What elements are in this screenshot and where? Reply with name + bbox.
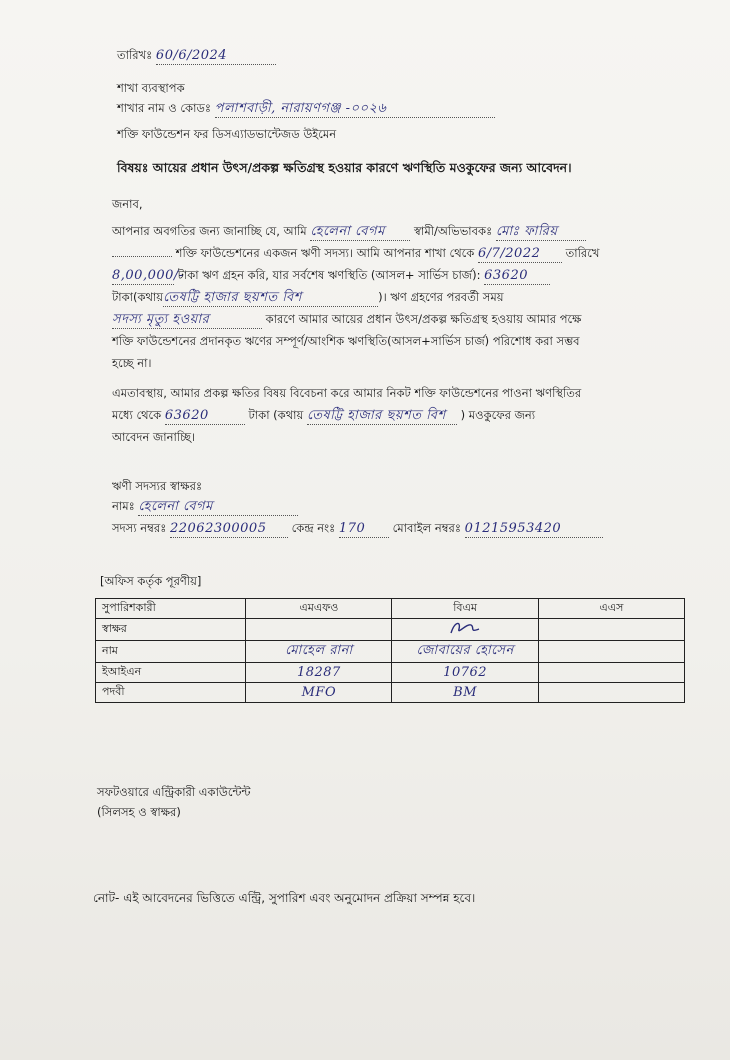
applicant-name: হেলেনা বেগম — [310, 224, 410, 241]
mfo-name: মোহেল রানা — [246, 641, 392, 663]
text: মধ্যে থেকে — [112, 408, 162, 422]
table-row-designation — [96, 683, 685, 703]
member-name-label: নামঃ — [112, 499, 135, 513]
subject: বিষয়ঃ আয়ের প্রধান উৎস/প্রকল্প ক্ষতিগ্রস্থ হওয়ার কারণে ঋণস্থিতি মওকুফের জন্য আবেদন। — [117, 160, 572, 175]
balance-in-words: তেষট্টি হাজার ছয়শত বিশ — [163, 290, 378, 307]
text: টাকা(কথায় — [112, 290, 164, 304]
center-label: কেন্দ্র নংঃ — [291, 521, 336, 535]
as-signature — [538, 619, 684, 641]
as-ein — [538, 663, 684, 683]
member-name: হেলেনা বেগম — [138, 499, 298, 516]
bm-designation: BM — [392, 683, 538, 703]
accountant-subtitle: (সিলসহ ও স্বাক্ষর) — [97, 805, 181, 819]
body-line-4 — [112, 289, 504, 307]
waive-amount: 63620 — [165, 408, 245, 425]
text: টাকা ঋণ গ্রহন করি, যার সর্বশেষ ঋণস্থিতি (আসল+ সার্ভিস চার্জ): — [177, 268, 481, 282]
date-label: তারিখঃ — [117, 48, 153, 62]
text: কারণে আমার আয়ের প্রধান উৎস/প্রকল্প ক্ষতিগ্রস্থ হওয়ায় আমার পক্ষে — [265, 312, 582, 326]
row-label: পদবী — [96, 683, 246, 703]
bm-name: জোবায়ের হোসেন — [392, 641, 538, 663]
table-header-row — [96, 599, 685, 619]
member-id: 22062300005 — [170, 521, 288, 538]
body-line-9 — [112, 407, 535, 425]
row-label: স্বাক্ষর — [96, 619, 246, 641]
office-section-title: [অফিস কর্তৃক পূরণীয়] — [100, 574, 202, 588]
waive-in-words: তেষট্টি হাজার ছয়শত বিশ — [307, 408, 457, 425]
body-line-5 — [112, 311, 581, 329]
text: আপনার অবগতির জন্য জানাচ্ছি যে, আমি — [112, 224, 307, 238]
bm-signature — [392, 619, 538, 641]
header-mfo: এমএফও — [246, 599, 392, 619]
header-recommender: সুপারিশকারী — [96, 599, 246, 619]
salutation: জনাব, — [112, 197, 143, 211]
blank — [112, 256, 172, 257]
member-id-label: সদস্য নম্বরঃ — [112, 521, 167, 535]
branch-label: শাখার নাম ও কোডঃ — [117, 101, 212, 115]
branch-line — [117, 100, 495, 118]
center-number: 170 — [339, 521, 389, 538]
body-line-1 — [112, 223, 586, 241]
body-line-7: হচ্ছে না। — [112, 356, 152, 370]
text: )। ঋণ গ্রহণের পরবর্তী সময় — [378, 290, 504, 304]
header-as: এএস — [538, 599, 684, 619]
as-name — [538, 641, 684, 663]
text: টাকা (কথায় — [248, 408, 304, 422]
table-row-ein — [96, 663, 685, 683]
text: স্বামী/অভিভাবকঃ — [414, 224, 493, 238]
mobile-number: 01215953420 — [465, 521, 603, 538]
mfo-ein: 18287 — [246, 663, 392, 683]
date-value: 60/6/2024 — [156, 48, 276, 65]
mobile-label: মোবাইল নম্বরঃ — [392, 521, 462, 535]
table-row-signature — [96, 619, 685, 641]
loan-amount: 8,00,000/- — [112, 268, 184, 283]
body-line-8: এমতাবস্থায়, আমার প্রকল্প ক্ষতির বিষয় বিবেচনা করে আমার নিকট শক্তি ফাউন্ডেশনের পাওনা ঋণস্থিতির — [112, 386, 582, 400]
reason: সদস্য মৃত্যু হওয়ার — [112, 312, 262, 329]
member-id-line — [112, 520, 603, 538]
text: ) মওকুফের জন্য — [460, 408, 536, 422]
header-bm: বিএম — [392, 599, 538, 619]
body-line-6: শক্তি ফাউন্ডেশনের প্রদানকৃত ঋণের সম্পূর্ণ/আংশিক ঋণস্থিতি(আসল+সার্ভিস চার্জ) পরিশোধ করা সম্ভব — [112, 334, 580, 348]
mfo-signature — [246, 619, 392, 641]
recommendation-table — [95, 598, 685, 703]
body-line-2 — [112, 245, 599, 263]
accountant-title: সফটওয়ারে এন্ট্রিকারী একাউন্টেন্ট — [97, 785, 251, 799]
mfo-designation: MFO — [246, 683, 392, 703]
text: শক্তি ফাউন্ডেশনের একজন ঋণী সদস্য। আমি আপনার শাখা থেকে — [175, 246, 475, 260]
handwritten-signature-icon — [445, 619, 485, 637]
footer-note: নোট- এই আবেদনের ভিত্তিতে এন্ট্রি, সুপারিশ এবং অনুমোদন প্রক্রিয়া সম্পন্ন হবে। — [93, 891, 476, 905]
text: তারিখে — [565, 246, 600, 260]
loan-date: 6/7/2022 — [478, 246, 562, 263]
balance-amount: 63620 — [484, 268, 550, 285]
addressee-title: শাখা ব্যবস্থাপক — [117, 81, 185, 95]
as-designation — [538, 683, 684, 703]
body-line-10: আবেদন জানাচ্ছি। — [112, 430, 196, 444]
bm-ein: 10762 — [392, 663, 538, 683]
branch-value: পলাশবাড়ী, নারায়ণগঞ্জ -০০২৬ — [215, 101, 495, 118]
row-label: নাম — [96, 641, 246, 663]
guardian-name: মোঃ ফারিয় — [496, 224, 586, 241]
org-name: শক্তি ফাউন্ডেশন ফর ডিসএ্যাডভান্টেজড উইমেন — [117, 127, 337, 141]
member-signature-label: ঋণী সদস্যর স্বাক্ষরঃ — [112, 479, 203, 493]
date-line — [117, 47, 276, 65]
row-label: ইআইএন — [96, 663, 246, 683]
body-line-3 — [112, 267, 550, 285]
member-name-line — [112, 498, 298, 516]
table-row-name — [96, 641, 685, 663]
